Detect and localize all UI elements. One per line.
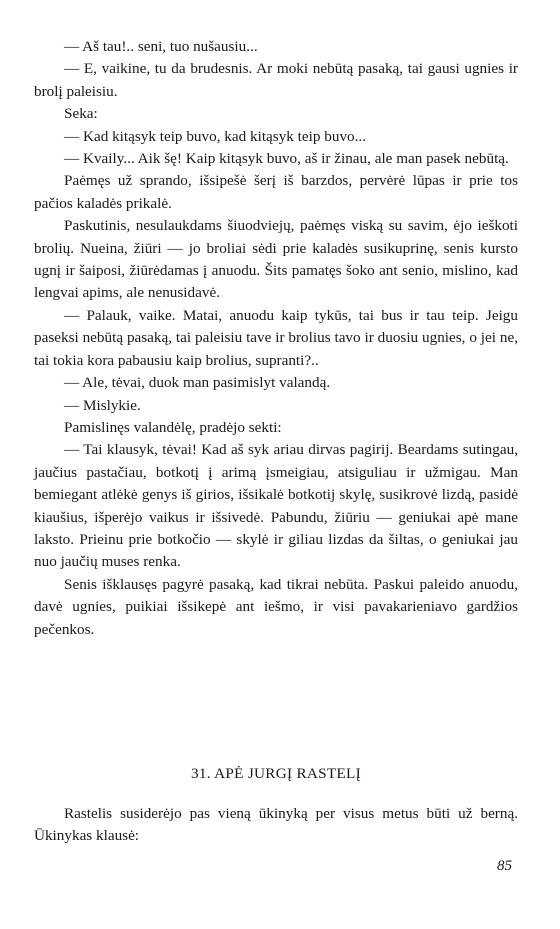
paragraph: — Palauk, vaike. Matai, anuodu kaip tykūs, tai bus ir tau teip. Jeigu paseksi nebūtą pasaką, tai paleisiu tave ir brolius tavo ir duosiu ugnies, o jei ne, tai tokia kora pabausiu kaip brolius, supranti?.. bbox=[34, 306, 518, 369]
chapter-text bbox=[34, 803, 518, 848]
paragraph: Seka: bbox=[64, 105, 98, 123]
paragraph: — Ale, tėvai, duok man pasimislyt valandą. bbox=[64, 374, 331, 392]
paragraph: Rastelis susiderėjo pas vieną ūkinyką per visus metus būti už berną. Ūkinykas klausė: bbox=[34, 805, 518, 845]
paragraph: — Aš tau!.. seni, tuo nušausiu... bbox=[64, 38, 258, 55]
paragraph: — E, vaikine, tu da brudesnis. Ar moki nebūtą pasaką, tai gausi ugnies ir brolį paleisiu. bbox=[34, 60, 518, 100]
paragraph: — Tai klausyk, tėvai! Kad aš syk ariau dirvas pagirij. Beardams sutingau, jaučius pastačiau, botkotį į arimą įsmeigiau, atsiguliau ir užmigau. Man bemiegant atlėkė genys iš girios, išsikalė botkotij skylę, susikrovė lizdą, pasidė kiaušius, išperėjo vaikus ir išsivedė. Pabundu, žiūriu — geniukai apė mane laksto. Prieinu prie botkočio — skylė ir giliau lizdas da šiltas, o geniukai jau nuo jaučių muses renka. bbox=[34, 441, 518, 571]
paragraph: — Kad kitąsyk teip buvo, kad kitąsyk teip buvo... bbox=[64, 127, 367, 145]
chapter-heading: 31. APĖ JURGĮ RASTELĮ bbox=[191, 765, 361, 782]
paragraph: Paėmęs už sprando, išsipešė šerį iš barzdos, pervėrė lūpas ir prie tos pačios kaladės prikalė. bbox=[34, 172, 518, 212]
paragraph: — Mislykie. bbox=[64, 396, 141, 414]
paragraph: — Kvaily... Aik šę! Kaip kitąsyk buvo, aš ir žinau, ale man pasek nebūtą. bbox=[64, 150, 509, 168]
paragraph: Paskutinis, nesulaukdams šiuodviejų, paėmęs viską su savim, ėjo ieškoti brolių. Nueina, žiūri — jo broliai sėdi prie kaladės susikuprinę, senis kursto ugnį ir šaiposi, žiūrėdamas į anuodu. Šits pamatęs šoko ant senio, mislino, kad lengvai apims, ale nenusidavė. bbox=[34, 217, 518, 302]
paragraph: Pamislinęs valandėlę, pradėjo sekti: bbox=[64, 418, 282, 436]
page-number: 85 bbox=[497, 858, 512, 874]
story-text bbox=[34, 36, 518, 641]
paragraph: Senis išklausęs pagyrė pasaką, kad tikrai nebūta. Paskui paleido anuodu, davė ugnies, puikiai išsikepė ant iešmo, ir visi pavakarieniavo gardžios pečenkos. bbox=[34, 575, 518, 638]
